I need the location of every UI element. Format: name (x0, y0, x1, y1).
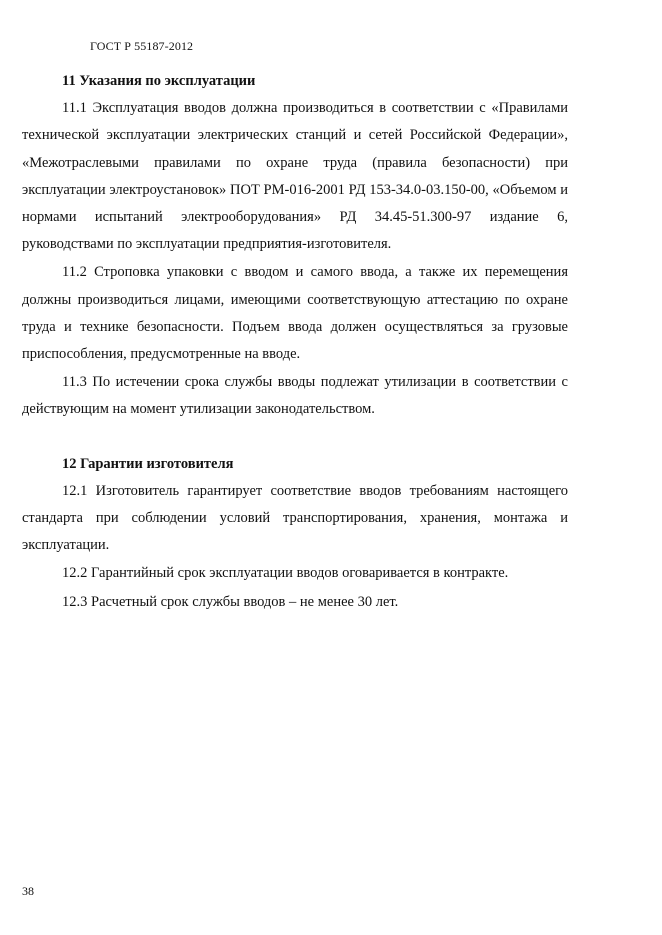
page-number: 38 (22, 884, 34, 898)
section-11-heading: 11 Указания по эксплуатации (62, 73, 256, 89)
section-12-2-paragraph: 12.2 Гарантийный срок эксплуатации вводов оговаривается в контракте. (62, 565, 509, 582)
section-spacer (22, 424, 568, 451)
section-12-1-paragraph: 12.1 Изготовитель гарантирует соответствие вводов требованиям настоящего стандарта при соблюдении условий транспортирования, хранения, монтажа и эксплуатации. (22, 482, 568, 554)
section-12-heading: 12 Гарантии изготовителя (62, 455, 234, 472)
document-body (22, 68, 568, 616)
section-11-3-paragraph: 11.3 По истечении срока службы вводы подлежат утилизации в соответствии с действующим на момент утилизации законодательством. (22, 374, 568, 418)
page-header: ГОСТ Р 55187-2012 (90, 39, 194, 53)
section-11-2-paragraph: 11.2 Строповка упаковки с вводом и самого ввода, а также их перемещения должны производиться лицами, имеющими соответствующую аттестацию по охране труда и технике безопасности. Подъем ввода должен осуществляться за грузовые приспособления, предусмотренные на вводе. (22, 264, 568, 363)
section-12-3-paragraph: 12.3 Расчетный срок службы вводов – не менее 30 лет. (62, 593, 399, 610)
section-11-1-paragraph: 11.1 Эксплуатация вводов должна производиться в соответствии с «Правилами технической эксплуатации электрических станций и сетей Российской Федерации», «Межотраслевыми правилами по охране труда (правила безопасности) при эксплуатации электроустановок» ПОТ РМ-016-2001 РД 153-34.0-03.150-00, «Объемом и нормами испытаний электрооборудования» РД 34.45-51.300-97 издание 6, руководствами по эксплуатации предприятия-изготовителя. (22, 100, 568, 253)
